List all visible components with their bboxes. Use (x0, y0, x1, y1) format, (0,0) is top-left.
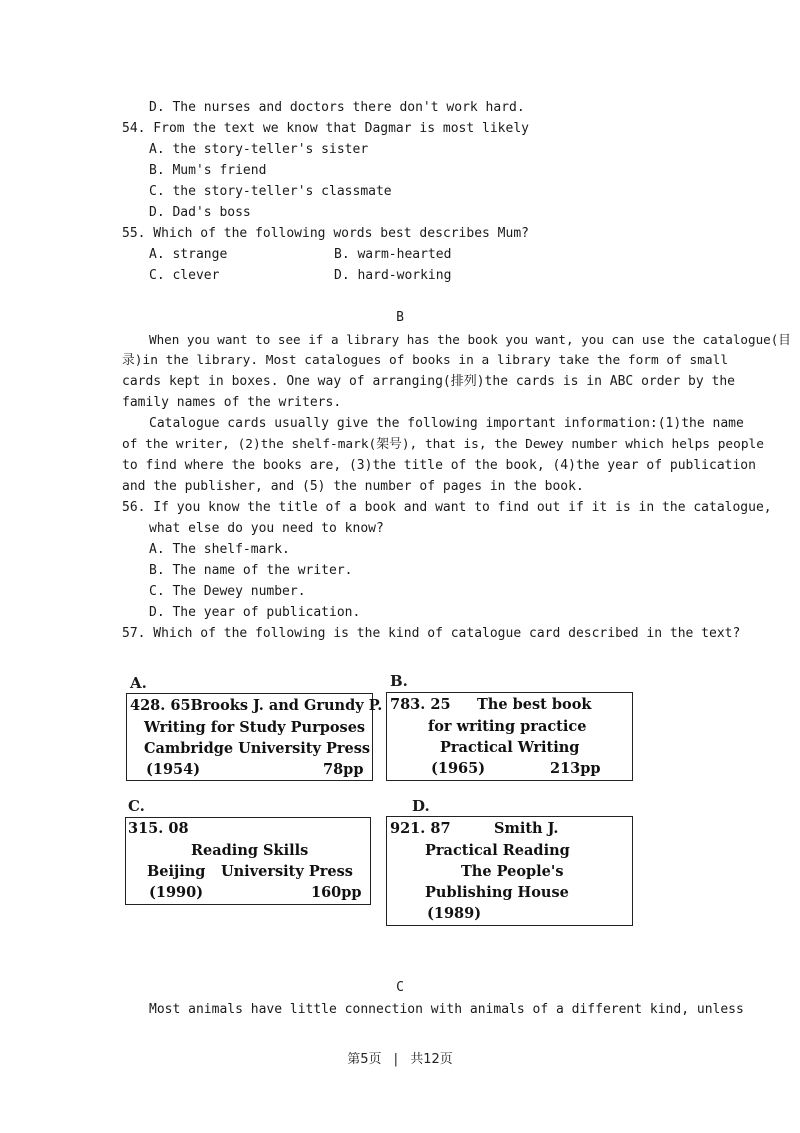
passage-b-line: of the writer, (2)the shelf-mark(架号), that is, the Dewey number which helps people (122, 437, 764, 452)
card-b-title: Practical Writing (440, 739, 580, 756)
card-b-pages: 213pp (550, 760, 601, 777)
card-c-label: C. (128, 797, 145, 815)
section-b-heading: B (396, 310, 404, 325)
card-b-author-line: The best book (477, 696, 592, 713)
q54-option-b: B. Mum's friend (149, 163, 267, 178)
footer-separator: | (393, 1052, 399, 1067)
card-a-label: A. (130, 674, 147, 692)
card-c-publisher-city: Beijing (147, 863, 206, 880)
q57-question: 57. Which of the following is the kind of catalogue card described in the text? (122, 626, 741, 641)
card-b-subtitle: for writing practice (428, 718, 587, 735)
q54-question: 54. From the text we know that Dagmar is most likely (122, 121, 529, 136)
q56-option-d: D. The year of publication. (149, 605, 361, 620)
q55-option-a: A. strange (149, 247, 228, 262)
q55-question: 55. Which of the following words best describes Mum? (122, 226, 529, 241)
catalogue-card-a (126, 693, 383, 781)
card-c-shelfmark: 315. 08 (128, 820, 189, 837)
catalogue-card-c (125, 817, 371, 905)
passage-c-line: Most animals have little connection with animals of a different kind, unless (149, 1002, 744, 1017)
card-d-title: Practical Reading (425, 842, 570, 859)
card-d-shelfmark: 921. 87 (390, 820, 451, 837)
q55-option-c: C. clever (149, 268, 220, 283)
card-a-year: (1954) (146, 761, 201, 778)
card-c-year: (1990) (149, 884, 204, 901)
card-d-year: (1989) (427, 905, 482, 922)
q56-option-b: B. The name of the writer. (149, 563, 353, 578)
passage-b-line: cards kept in boxes. One way of arranging(排列)the cards is in ABC order by the (122, 374, 735, 389)
card-c-pages: 160pp (311, 884, 362, 901)
page-footer (0, 1048, 800, 1067)
q56-question: 56. If you know the title of a book and want to find out if it is in the catalogue, (122, 500, 772, 515)
footer-total-pages: 共12页 (410, 1052, 453, 1067)
card-c-publisher: University Press (221, 863, 353, 880)
catalogue-card-b (386, 692, 633, 781)
passage-b-line: and the publisher, and (5) the number of pages in the book. (122, 479, 584, 494)
passage-b-line: family names of the writers. (122, 395, 342, 410)
q54-option-d: D. Dad's boss (149, 205, 251, 220)
passage-b-line: Catalogue cards usually give the following important information:(1)the name (149, 416, 744, 431)
passage-b-line: 录)in the library. Most catalogues of books in a library take the form of small (122, 353, 729, 368)
card-d-label: D. (412, 797, 430, 815)
card-b-shelfmark: 783. 25 (390, 696, 451, 713)
q56-question-cont: what else do you need to know? (149, 521, 384, 536)
card-a-shelfmark-author: 428. 65Brooks J. and Grundy P. (130, 697, 383, 714)
q56-option-c: C. The Dewey number. (149, 584, 306, 599)
card-a-publisher: Cambridge University Press (144, 740, 371, 757)
footer-page-number: 第5页 (347, 1052, 382, 1067)
q54-option-a: A. the story-teller's sister (149, 142, 369, 157)
card-a-pages: 78pp (323, 761, 364, 778)
card-c-title: Reading Skills (191, 842, 309, 859)
card-d-author: Smith J. (494, 820, 559, 837)
q54-option-c: C. the story-teller's classmate (149, 184, 392, 199)
catalogue-card-d (386, 816, 633, 926)
passage-b-line: When you want to see if a library has the book you want, you can use the catalogue(目 (149, 332, 791, 347)
card-b-label: B. (390, 672, 408, 690)
q55-option-b: B. warm-hearted (334, 247, 452, 262)
card-d-publisher: The People's (461, 863, 564, 880)
card-d-publisher-cont: Publishing House (425, 884, 569, 901)
q53-option-d: D. The nurses and doctors there don't work hard. (149, 100, 525, 115)
card-a-title: Writing for Study Purposes (144, 719, 366, 736)
q56-option-a: A. The shelf-mark. (149, 542, 290, 557)
card-b-year: (1965) (431, 760, 486, 777)
q55-option-d: D. hard-working (334, 268, 452, 283)
passage-b-line: to find where the books are, (3)the title of the book, (4)the year of publication (122, 458, 756, 473)
section-c-heading: C (396, 980, 404, 995)
